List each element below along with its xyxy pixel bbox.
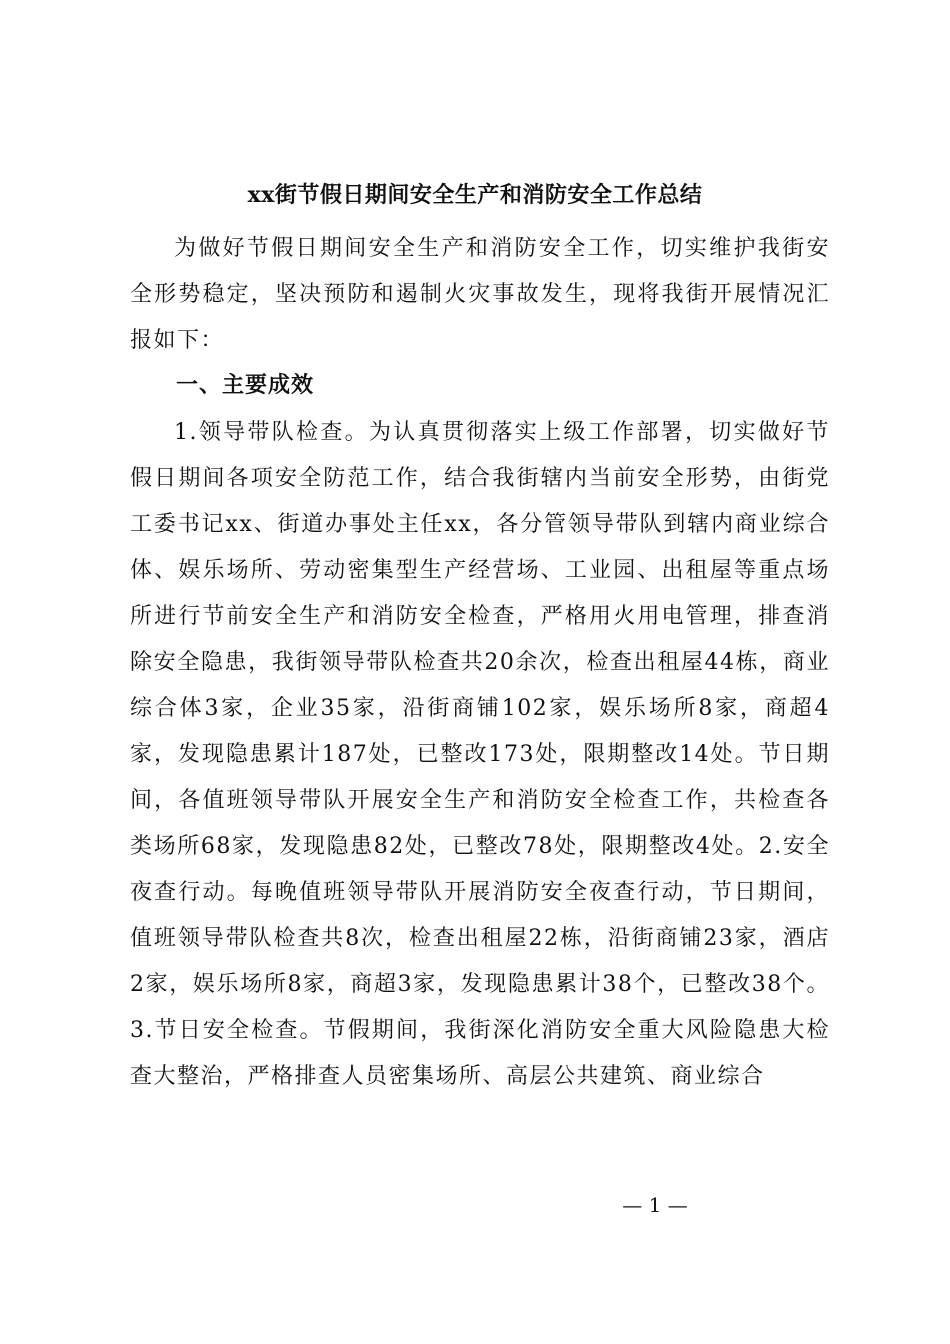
page-number: — 1 — (622, 1193, 688, 1217)
document-title: xx街节假日期间安全生产和消防安全工作总结 (247, 182, 703, 208)
intro-paragraph: 为做好节假日期间安全生产和消防安全工作，切实维护我街安全形势稳定，坚决预防和遏制火灾事故发生，现将我街开展情况汇报如下： (130, 236, 830, 353)
section-heading: 一、主要成效 (176, 373, 315, 398)
body-paragraph: 1.领导带队检查。为认真贯彻落实上级工作部署，切实做好节假日期间各项安全防范工作，结合我街辖内当前安全形势，由街党工委书记xx、街道办事处主任xx，各分管领导带队到辖内商业综合体、娱乐场所、劳动密集型生产经营场、工业园、出租屋等重点场所进行节前安全生产和消防安全检查，严格用火用电管理，排查消除安全隐患，我街领导带队检查共20余次，检查出租屋44栋，商业综合体3家，企业35家，沿街商铺102家，娱乐场所8家，商超4家，发现隐患累计187处，已整改173处，限期整改14处。节日期间，各值班领导带队开展安全生产和消防安全检查工作，共检查各类场所68家，发现隐患82处，已整改78处，限期整改4处。2.安全夜查行动。每晚值班领导带队开展消防安全夜查行动，节日期间，值班领导带队检查共8次，检查出租屋22栋，沿街商铺23家，酒店2家，娱乐场所8家，商超3家，发现隐患累计38个，已整改38个。3.节日安全检查。节假期间，我街深化消防安全重大风险隐患大检查大整治，严格排查人员密集场所、高层公共建筑、商业综合 (130, 420, 830, 1089)
